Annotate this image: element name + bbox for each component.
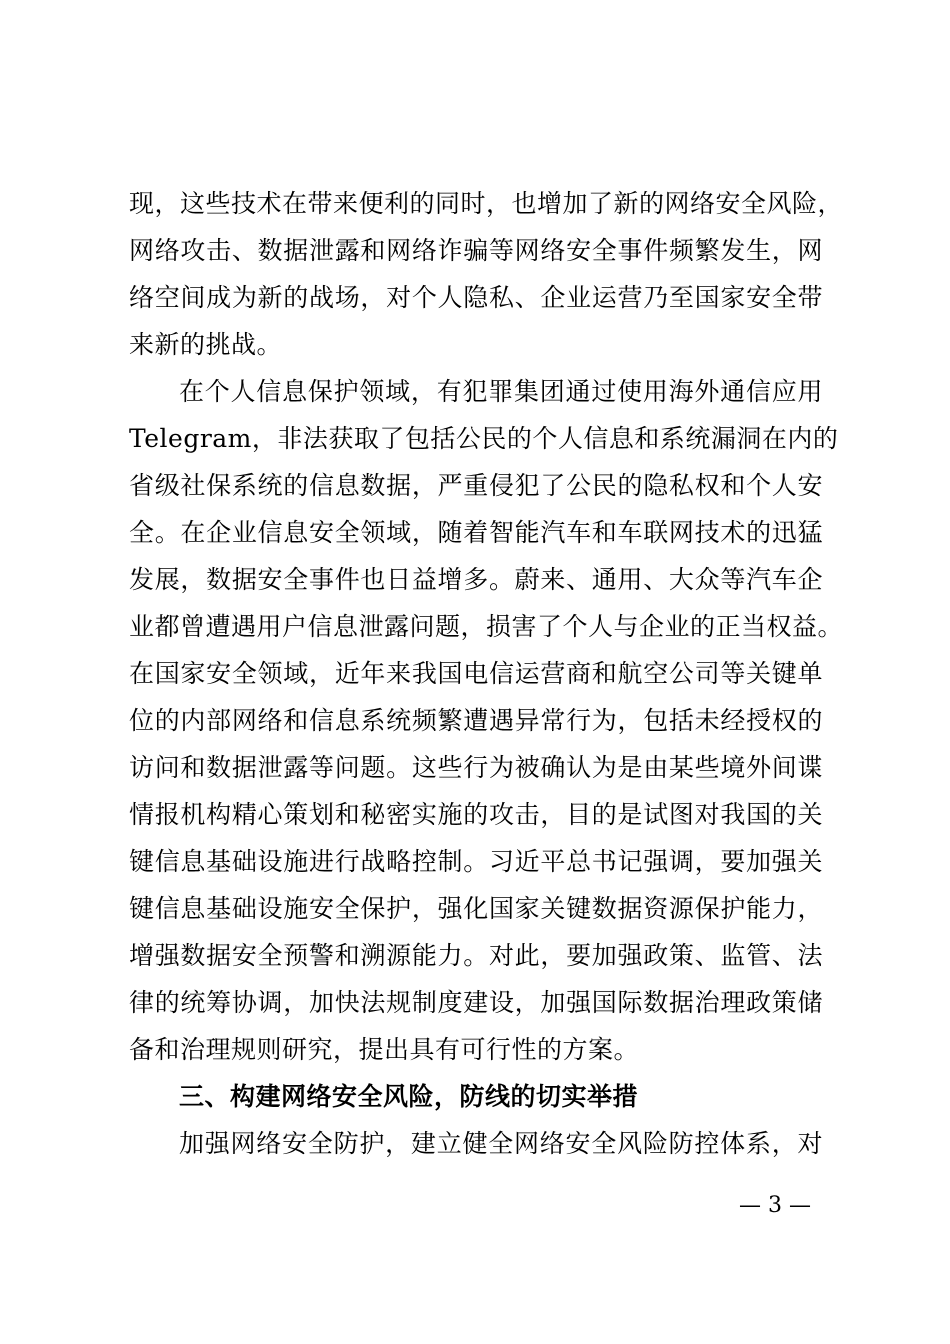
paragraph-line: 在国家安全领域，近年来我国电信运营商和航空公司等关键单 <box>129 659 823 688</box>
paragraph-line: 发展，数据安全事件也日益增多。蔚来、通用、大众等汽车企 <box>129 565 823 594</box>
paragraph-line: 增强数据安全预警和溯源能力。对此，要加强政策、监管、法 <box>129 941 823 970</box>
paragraph-line: 全。在企业信息安全领域，随着智能汽车和车联网技术的迅猛 <box>129 518 823 547</box>
paragraph-line: 备和治理规则研究，提出具有可行性的方案。 <box>129 1035 640 1064</box>
paragraph-line: 键信息基础设施进行战略控制。习近平总书记强调，要加强关 <box>129 847 823 876</box>
paragraph-line: 情报机构精心策划和秘密实施的攻击，目的是试图对我国的关 <box>129 800 823 829</box>
paragraph-line: 省级社保系统的信息数据，严重侵犯了公民的隐私权和个人安 <box>129 471 823 500</box>
paragraph-line: 访问和数据泄露等问题。这些行为被确认为是由某些境外间谍 <box>129 753 823 782</box>
paragraph-line: 位的内部网络和信息系统频繁遭遇异常行为，包括未经授权的 <box>129 706 823 735</box>
paragraph-line: 键信息基础设施安全保护，强化国家关键数据资源保护能力， <box>129 894 823 923</box>
paragraph-line: 现，这些技术在带来便利的同时，也增加了新的网络安全风险， <box>129 189 844 218</box>
paragraph-line: 律的统筹协调，加快法规制度建设，加强国际数据治理政策储 <box>129 988 823 1017</box>
paragraph-line: 网络攻击、数据泄露和网络诈骗等网络安全事件频繁发生，网 <box>129 236 823 265</box>
paragraph-line: 业都曾遭遇用户信息泄露问题，损害了个人与企业的正当权益。 <box>129 612 844 641</box>
page-number: — 3 — <box>739 1193 811 1218</box>
paragraph-line: Telegram，非法获取了包括公民的个人信息和系统漏洞在内的 <box>129 424 839 453</box>
paragraph-line: 络空间成为新的战场，对个人隐私、企业运营乃至国家安全带 <box>129 283 823 312</box>
section-heading: 三、构建网络安全风险，防线的切实举措 <box>179 1082 639 1111</box>
paragraph-line: 在个人信息保护领域，有犯罪集团通过使用海外通信应用 <box>179 377 823 406</box>
paragraph-line: 来新的挑战。 <box>129 330 283 359</box>
paragraph-line: 加强网络安全防护，建立健全网络安全风险防控体系，对 <box>179 1129 823 1158</box>
